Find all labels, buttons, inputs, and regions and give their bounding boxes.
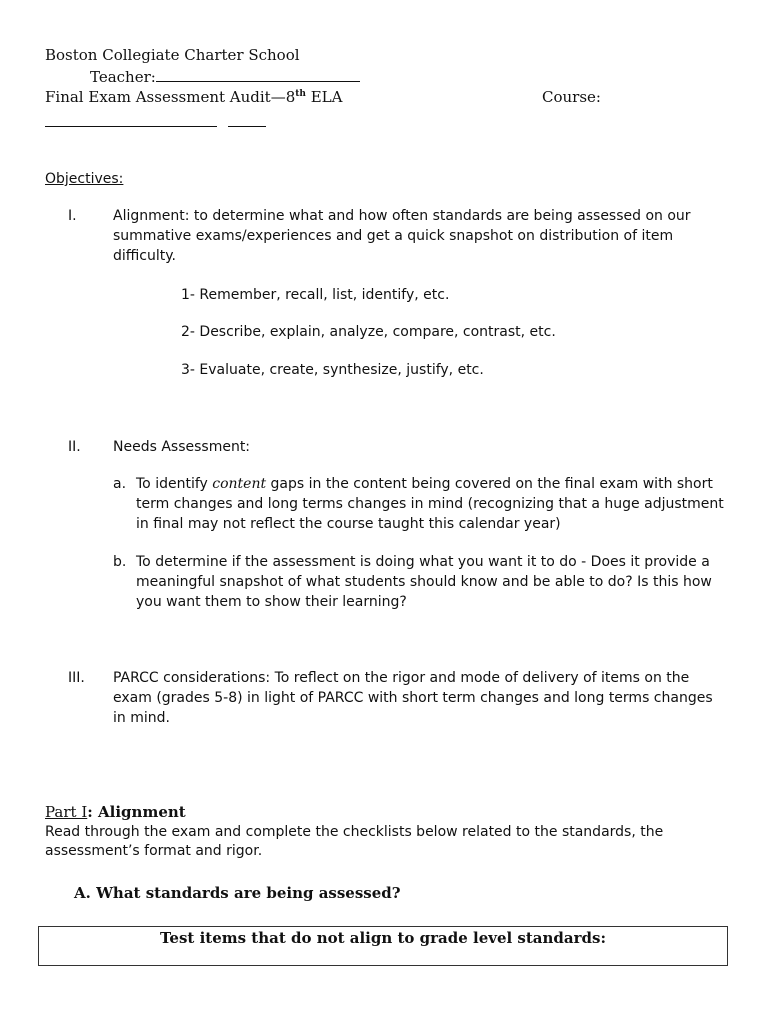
course-blank-2[interactable] — [228, 112, 266, 127]
teacher-label: Teacher: — [90, 68, 156, 86]
part1-heading — [45, 803, 186, 821]
title-sup: th — [295, 89, 306, 99]
objectives-heading: Objectives: — [45, 171, 124, 187]
level-3: 3- Evaluate, create, synthesize, justify, etc. — [181, 362, 484, 378]
item-2a-text — [136, 474, 728, 534]
title-tail: ELA — [305, 88, 343, 106]
item-2a-post: gaps in the content being covered on the final exam with short term changes and long terms changes in mind (recognizing that a huge adjustment in final may not reflect the course taught this calendar year) — [136, 476, 724, 532]
alignment-table — [38, 926, 728, 966]
item-3-number: III. — [68, 670, 85, 686]
part1-title: : Alignment — [87, 803, 186, 821]
item-1-text: Alignment: to determine what and how often standards are being assessed on our summative exams/experiences and get a quick snapshot on distribution of item difficulty. — [113, 208, 691, 264]
table-header: Test items that do not align to grade level standards: — [159, 929, 607, 947]
course-blank-row — [45, 112, 266, 131]
teacher-blank[interactable] — [156, 67, 360, 82]
item-2a-pre: To identify — [136, 476, 213, 492]
part1-intro: Read through the exam and complete the checklists below related to the standards, the assessment’s format and rigor. — [45, 824, 664, 859]
course-blank-1[interactable] — [45, 112, 217, 127]
document-title — [45, 88, 342, 106]
question-a: A. What standards are being assessed? — [74, 884, 401, 902]
course-label: Course: — [542, 88, 601, 106]
level-1: 1- Remember, recall, list, identify, etc. — [181, 287, 450, 303]
part1-label: Part I — [45, 803, 88, 821]
item-2a-emphasis: content — [212, 476, 267, 492]
title-text: Final Exam Assessment Audit—8 — [45, 88, 296, 106]
item-2a-letter: a. — [113, 476, 127, 492]
item-2-text: Needs Assessment: — [113, 439, 251, 455]
teacher-line — [90, 67, 360, 86]
school-name: Boston Collegiate Charter School — [45, 46, 300, 64]
item-2b-text: To determine if the assessment is doing what you want it to do - Does it provide a meaningful snapshot of what students should know and be able to do? Is this how you want them to show their learning? — [136, 554, 712, 610]
level-2: 2- Describe, explain, analyze, compare, contrast, etc. — [181, 324, 556, 340]
item-2b-letter: b. — [113, 554, 127, 570]
item-3-text: PARCC considerations: To reflect on the rigor and mode of delivery of items on the exam (grades 5-8) in light of PARCC with short term changes and long terms changes in mind. — [113, 670, 713, 726]
item-1-number: I. — [68, 208, 77, 224]
item-2-number: II. — [68, 439, 81, 455]
